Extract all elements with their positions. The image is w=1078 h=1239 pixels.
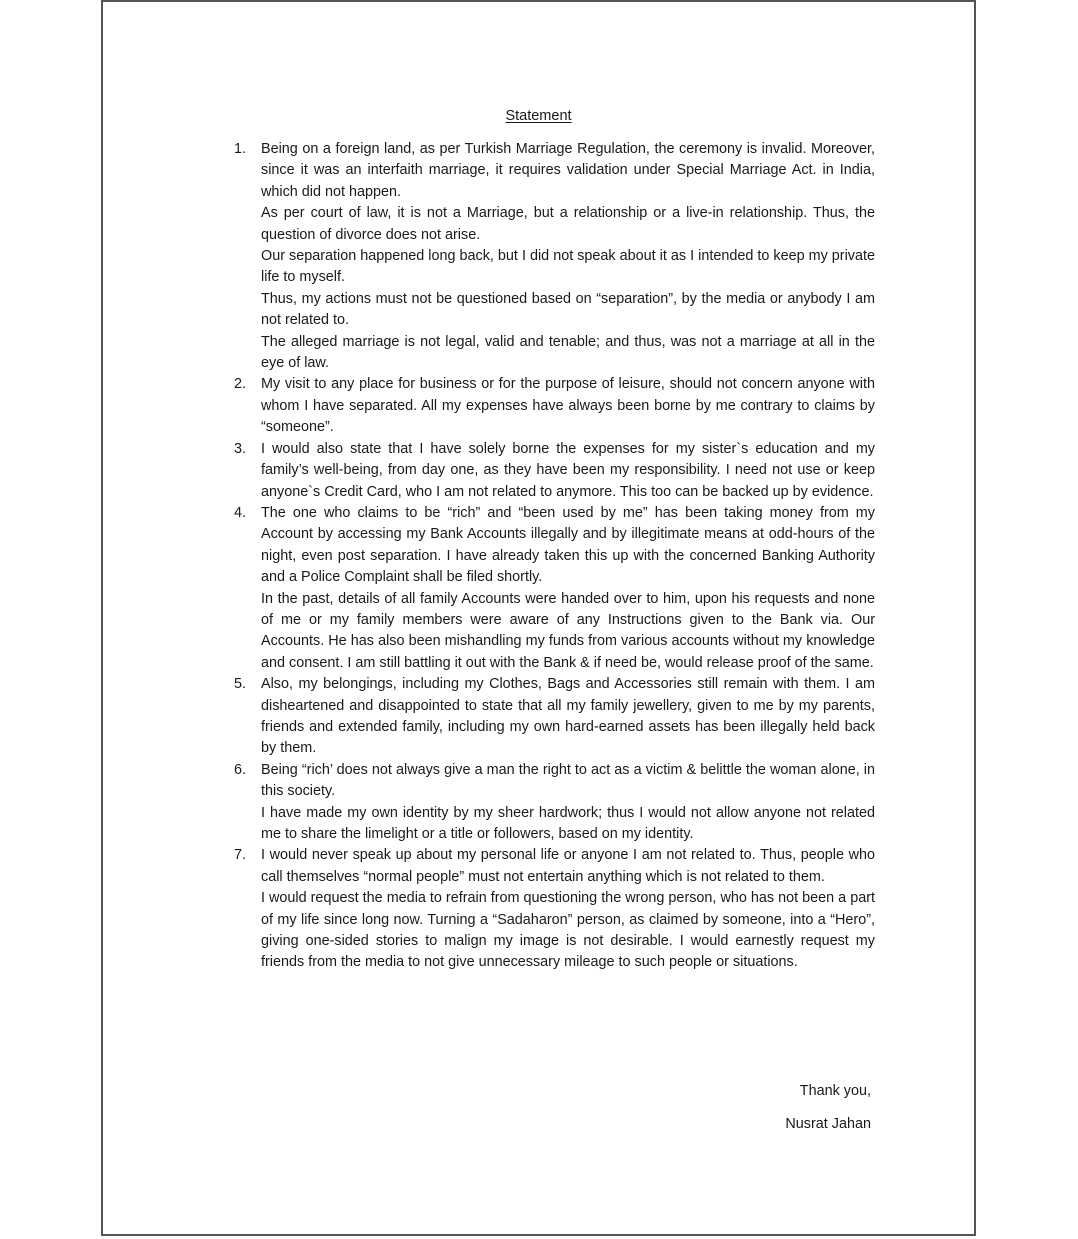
list-item-number: 4. <box>234 504 247 521</box>
list-item <box>234 845 875 973</box>
paragraph: I have made my own identity by my sheer hardwork; thus I would not allow anyone not related me to share the limelight or a title or followers, based on my identity. <box>261 804 875 842</box>
list-item-body <box>261 139 875 374</box>
list-item <box>234 503 875 674</box>
signature-name: Nusrat Jahan <box>785 1116 871 1132</box>
list-item-number: 5. <box>234 676 247 693</box>
paragraph: Being “rich’ does not always give a man the right to act as a victim & belittle the woman alone, in this society. <box>261 761 875 800</box>
paragraph: I would also state that I have solely borne the expenses for my sister`s education and my family’s well-being, from day one, as they have been my responsibility. I need not use or keep anyone`s Credit Card, who I am not related to anymore. This too can be backed up by evidence. <box>261 440 875 500</box>
list-item-number: 1. <box>234 141 247 157</box>
list-item <box>234 139 875 374</box>
list-item <box>234 439 875 503</box>
paragraph: The one who claims to be “rich” and “been used by me” has been taking money from my Account by accessing my Bank Accounts illegally and by illegitimate means at odd-hours of the night, even post separation. I have already taken this up with the concerned Banking Authority and a Police Complaint shall be filed shortly. <box>261 504 875 586</box>
paragraph: In the past, details of all family Accounts were handed over to him, upon his requests and none of me or my family members were aware of any Instructions given to the Bank via. Our Accounts. He has also been mishandling my funds from various accounts without my knowledge and consent. I am still battling it out with the Bank & if need be, would release proof of the same. <box>261 590 875 671</box>
list-item-body <box>261 439 875 503</box>
list-item-number: 7. <box>234 847 247 864</box>
paragraph: My visit to any place for business or for the purpose of leisure, should not concern anyone with whom I have separated. All my expenses have always been borne by me contrary to claims by “someone”. <box>261 376 875 436</box>
list-item-number: 3. <box>234 440 247 457</box>
list-item-body <box>261 503 875 674</box>
paragraph: Thus, my actions must not be questioned based on “separation”, by the media or anybody I am not related to. <box>261 290 875 329</box>
paragraph: Being on a foreign land, as per Turkish Marriage Regulation, the ceremony is invalid. Moreover, since it was an interfaith marriage, it requires validation under Special Marriage Act. in India, which did not happen. <box>261 141 875 200</box>
paragraph: I would never speak up about my personal life or anyone I am not related to. Thus, people who call themselves “normal people” must not entertain anything which is not related to them. <box>261 847 875 885</box>
document-title-wrapper <box>103 106 974 126</box>
list-item <box>234 674 875 760</box>
paragraph: Our separation happened long back, but I did not speak about it as I intended to keep my private life to myself. <box>261 248 875 286</box>
list-item-body <box>261 674 875 760</box>
document-title: Statement <box>505 108 572 124</box>
closing-line: Thank you, <box>799 1083 871 1099</box>
list-item-number: 2. <box>234 376 247 393</box>
list-item <box>234 374 875 438</box>
document-page <box>101 0 976 1236</box>
statement-list <box>234 139 875 974</box>
list-item-body <box>261 760 875 846</box>
list-item <box>234 760 875 846</box>
paragraph: The alleged marriage is not legal, valid and tenable; and thus, was not a marriage at all in the eye of law. <box>261 333 875 372</box>
list-item-number: 6. <box>234 761 247 778</box>
closing-block <box>785 1081 871 1134</box>
list-item-body <box>261 374 875 438</box>
paragraph: Also, my belongings, including my Clothes, Bags and Accessories still remain with them. I am disheartened and disappointed to state that all my family jewellery, given to me by my parents, friends and extended family, including my own hard-earned assets has been illegally held back by them. <box>261 676 875 757</box>
paragraph: I would request the media to refrain from questioning the wrong person, who has not been a part of my life since long now. Turning a “Sadaharon” person, as claimed by someone, into a “Hero”, giving one-sided stories to malign my image is not desirable. I would earnestly request my friends from the media to not give unnecessary mileage to such people or situations. <box>261 890 875 971</box>
paragraph: As per court of law, it is not a Marriage, but a relationship or a live-in relationship. Thus, the question of divorce does not arise. <box>261 205 875 243</box>
list-item-body <box>261 845 875 973</box>
